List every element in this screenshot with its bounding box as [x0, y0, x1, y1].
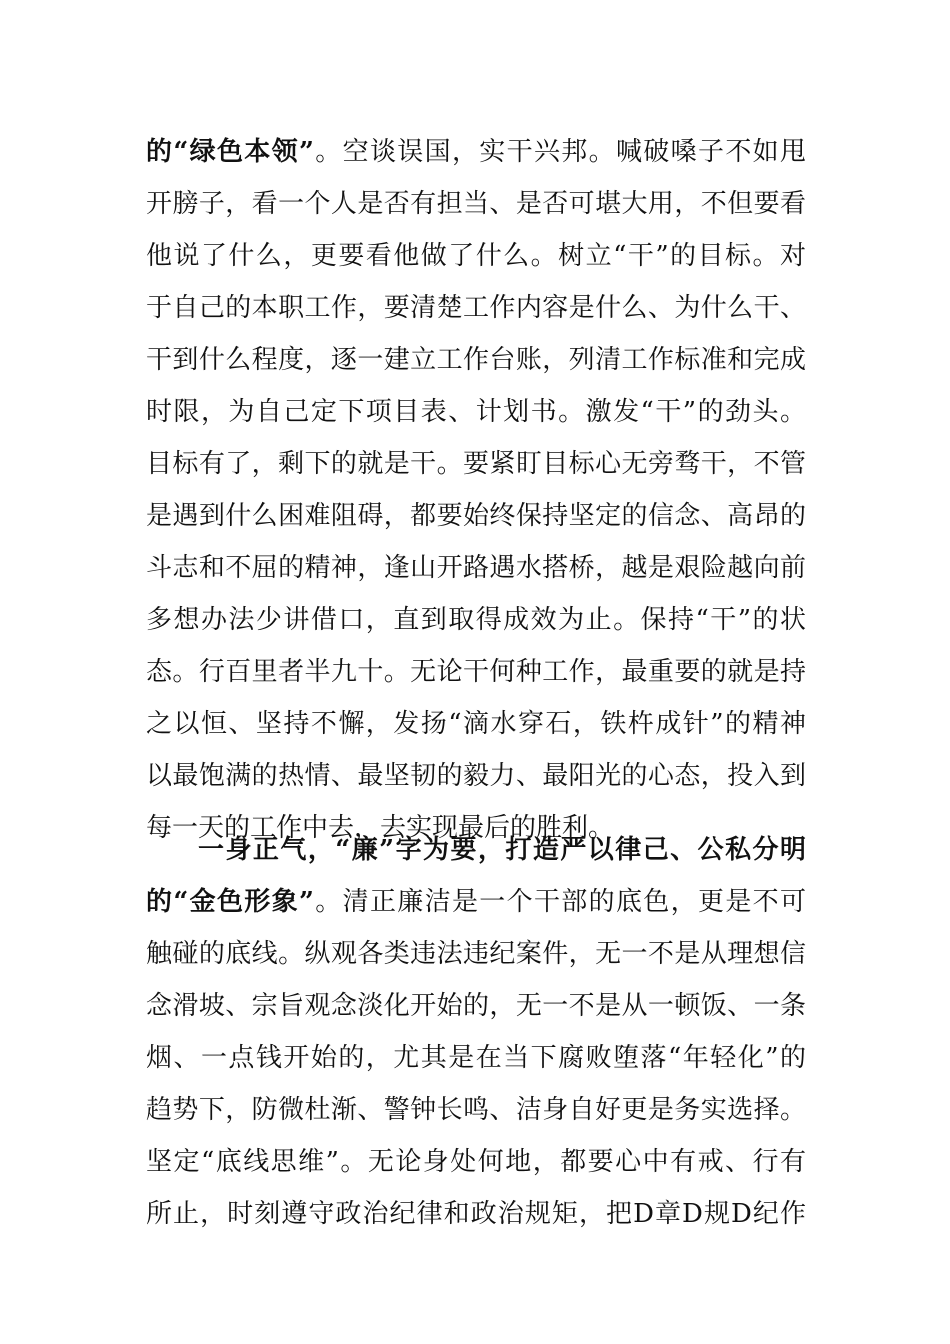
paragraph-line-18 — [146, 980, 806, 1032]
paragraph-line-10 — [146, 594, 806, 646]
line-text: 斗志和不屈的精神，逢山开路遇水搭桥，越是艰险越向前 — [146, 553, 806, 583]
line-text: 念滑坡、宗旨观念淡化开始的，无一不是从一顿饭、一条 — [146, 991, 806, 1021]
paragraph-line-2 — [146, 178, 806, 230]
paragraph-line-16 — [146, 876, 806, 928]
line-text: 烟、一点钱开始的，尤其是在当下腐败堕落“年轻化”的 — [146, 1043, 806, 1073]
paragraph-line-3 — [146, 230, 806, 282]
paragraph-line-8 — [146, 490, 806, 542]
line-text: 以最饱满的热情、最坚韧的毅力、最阳光的心态，投入到 — [146, 761, 806, 791]
line-text: 。清正廉洁是一个干部的底色，更是不可 — [313, 887, 806, 917]
line-text: 时限，为自己定下项目表、计划书。激发“干”的劲头。 — [146, 397, 806, 427]
paragraph-line-22 — [146, 1188, 806, 1240]
line-text: 坚定“底线思维”。无论身处何地，都要心中有戒、行有 — [146, 1147, 806, 1177]
section-heading-line — [198, 824, 806, 876]
line-text: 开膀子，看一个人是否有担当、是否可堪大用，不但要看 — [146, 189, 806, 219]
line-text: 多想办法少讲借口，直到取得成效为止。保持“干”的状 — [146, 605, 806, 635]
line-text: 每一天的工作中去，去实现最后的胜利。 — [146, 813, 615, 843]
line-text: 目标有了，剩下的就是干。要紧盯目标心无旁骛干，不管 — [146, 449, 806, 479]
paragraph-line-9 — [146, 542, 806, 594]
line-text: 触碰的底线。纵观各类违法违纪案件，无一不是从理想信 — [146, 939, 806, 969]
section-heading-text: 一身正气，“廉”字为要，打造严以律己、公私分明 — [198, 835, 806, 865]
line-text: 趋势下，防微杜渐、警钟长鸣、洁身自好更是务实选择。 — [146, 1095, 806, 1125]
paragraph-line-7 — [146, 438, 806, 490]
line-text: 。空谈误国，实干兴邦。喊破嗓子不如甩 — [313, 137, 806, 167]
paragraph-line-13 — [146, 750, 806, 802]
line-bold-text: 的“绿色本领” — [146, 137, 314, 167]
paragraph-line-21 — [146, 1136, 806, 1188]
paragraph-line-12 — [146, 698, 806, 750]
paragraph-line-1 — [146, 126, 806, 178]
line-bold-text: 的“金色形象” — [146, 887, 314, 917]
paragraph-line-4 — [146, 282, 806, 334]
line-text: 他说了什么，更要看他做了什么。树立“干”的目标。对 — [146, 241, 806, 271]
paragraph-line-17 — [146, 928, 806, 980]
paragraph-line-5 — [146, 334, 806, 386]
paragraph-line-11 — [146, 646, 806, 698]
line-text: 干到什么程度，逐一建立工作台账，列清工作标准和完成 — [146, 345, 806, 375]
paragraph-line-20 — [146, 1084, 806, 1136]
line-text: 所止，时刻遵守政治纪律和政治规矩，把D章D规D纪作 — [146, 1199, 806, 1229]
line-text: 于自己的本职工作，要清楚工作内容是什么、为什么干、 — [146, 293, 806, 323]
line-text: 之以恒、坚持不懈，发扬“滴水穿石，铁杵成针”的精神 — [146, 709, 806, 739]
paragraph-line-6 — [146, 386, 806, 438]
line-text: 态。行百里者半九十。无论干何种工作，最重要的就是持 — [146, 657, 806, 687]
paragraph-line-19 — [146, 1032, 806, 1084]
line-text: 是遇到什么困难阻碍，都要始终保持坚定的信念、高昂的 — [146, 501, 806, 531]
